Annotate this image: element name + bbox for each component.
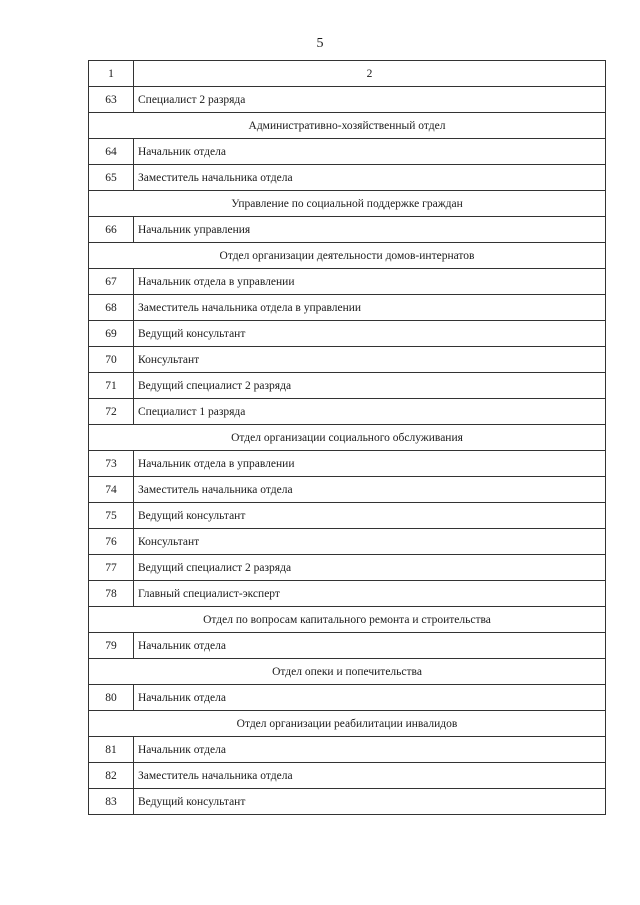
position-name: Начальник отдела xyxy=(134,737,606,763)
table-row xyxy=(89,165,606,191)
position-name: Начальник отдела xyxy=(134,139,606,165)
section-title: Отдел организации деятельности домов-интернатов xyxy=(89,243,606,269)
position-name: Ведущий консультант xyxy=(134,321,606,347)
row-number: 70 xyxy=(89,347,134,373)
position-name: Начальник отдела xyxy=(134,685,606,711)
position-name: Заместитель начальника отдела xyxy=(134,477,606,503)
section-title: Отдел организации социального обслуживания xyxy=(89,425,606,451)
position-name: Специалист 1 разряда xyxy=(134,399,606,425)
section-row xyxy=(89,243,606,269)
table-row xyxy=(89,737,606,763)
section-row xyxy=(89,191,606,217)
row-number: 79 xyxy=(89,633,134,659)
position-name: Ведущий специалист 2 разряда xyxy=(134,373,606,399)
row-number: 76 xyxy=(89,529,134,555)
section-title: Отдел организации реабилитации инвалидов xyxy=(89,711,606,737)
section-row xyxy=(89,711,606,737)
section-title: Отдел по вопросам капитального ремонта и строительства xyxy=(89,607,606,633)
section-row xyxy=(89,659,606,685)
table-row xyxy=(89,347,606,373)
row-number: 68 xyxy=(89,295,134,321)
position-name: Начальник отдела в управлении xyxy=(134,269,606,295)
table-row xyxy=(89,789,606,815)
row-number: 72 xyxy=(89,399,134,425)
table-row xyxy=(89,321,606,347)
row-number: 64 xyxy=(89,139,134,165)
position-name: Консультант xyxy=(134,529,606,555)
row-number: 63 xyxy=(89,87,134,113)
column-header-number: 1 xyxy=(89,61,134,87)
row-number: 73 xyxy=(89,451,134,477)
row-number: 77 xyxy=(89,555,134,581)
table-row xyxy=(89,503,606,529)
table-header-row xyxy=(89,61,606,87)
position-name: Ведущий специалист 2 разряда xyxy=(134,555,606,581)
position-name: Специалист 2 разряда xyxy=(134,87,606,113)
row-number: 82 xyxy=(89,763,134,789)
table-body xyxy=(89,61,606,815)
section-title: Административно-хозяйственный отдел xyxy=(89,113,606,139)
table-row xyxy=(89,399,606,425)
row-number: 83 xyxy=(89,789,134,815)
table-row xyxy=(89,581,606,607)
row-number: 74 xyxy=(89,477,134,503)
row-number: 80 xyxy=(89,685,134,711)
table-row xyxy=(89,763,606,789)
position-name: Заместитель начальника отдела xyxy=(134,165,606,191)
table-row xyxy=(89,217,606,243)
row-number: 71 xyxy=(89,373,134,399)
table-row xyxy=(89,685,606,711)
table-row xyxy=(89,633,606,659)
column-header-name: 2 xyxy=(134,61,606,87)
position-name: Заместитель начальника отдела в управлении xyxy=(134,295,606,321)
position-name: Главный специалист-эксперт xyxy=(134,581,606,607)
position-name: Заместитель начальника отдела xyxy=(134,763,606,789)
table-row xyxy=(89,477,606,503)
row-number: 81 xyxy=(89,737,134,763)
table-row xyxy=(89,139,606,165)
positions-table xyxy=(88,60,606,815)
table-row xyxy=(89,451,606,477)
row-number: 67 xyxy=(89,269,134,295)
position-name: Консультант xyxy=(134,347,606,373)
position-name: Ведущий консультант xyxy=(134,789,606,815)
table-row xyxy=(89,269,606,295)
row-number: 78 xyxy=(89,581,134,607)
section-row xyxy=(89,113,606,139)
row-number: 69 xyxy=(89,321,134,347)
section-title: Управление по социальной поддержке граждан xyxy=(89,191,606,217)
page-number: 5 xyxy=(316,36,324,51)
table-row xyxy=(89,555,606,581)
row-number: 75 xyxy=(89,503,134,529)
section-row xyxy=(89,425,606,451)
section-row xyxy=(89,607,606,633)
table-row xyxy=(89,295,606,321)
row-number: 66 xyxy=(89,217,134,243)
section-title: Отдел опеки и попечительства xyxy=(89,659,606,685)
row-number: 65 xyxy=(89,165,134,191)
table-row xyxy=(89,529,606,555)
position-name: Ведущий консультант xyxy=(134,503,606,529)
position-name: Начальник отдела xyxy=(134,633,606,659)
table-row xyxy=(89,373,606,399)
table-row xyxy=(89,87,606,113)
position-name: Начальник отдела в управлении xyxy=(134,451,606,477)
position-name: Начальник управления xyxy=(134,217,606,243)
